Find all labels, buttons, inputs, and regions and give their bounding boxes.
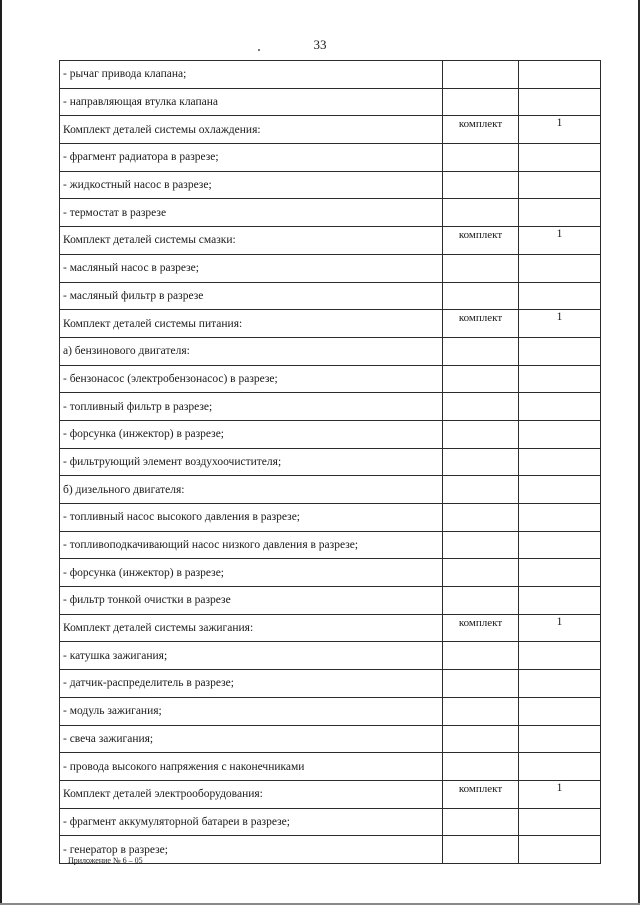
item-name-cell: - масляный фильтр в разрезе bbox=[60, 282, 443, 310]
table-row bbox=[60, 420, 601, 448]
item-name-cell: - рычаг привода клапана; bbox=[60, 61, 443, 89]
item-name-cell: Комплект деталей электрооборудования: bbox=[60, 780, 443, 808]
quantity-cell bbox=[519, 504, 601, 532]
quantity-cell bbox=[519, 531, 601, 559]
table-row bbox=[60, 725, 601, 753]
table-row bbox=[60, 254, 601, 282]
unit-cell: комплект bbox=[443, 780, 519, 808]
quantity-cell bbox=[519, 836, 601, 864]
unit-cell bbox=[443, 697, 519, 725]
item-name-cell: - термостат в разрезе bbox=[60, 199, 443, 227]
item-name-cell: - бензонасос (электробензонасос) в разрезе; bbox=[60, 365, 443, 393]
quantity-cell: 1 bbox=[519, 310, 601, 338]
quantity-cell bbox=[519, 642, 601, 670]
unit-cell bbox=[443, 504, 519, 532]
table-row bbox=[60, 614, 601, 642]
table-row bbox=[60, 448, 601, 476]
item-name-cell: Комплект деталей системы смазки: bbox=[60, 227, 443, 255]
table-row bbox=[60, 116, 601, 144]
quantity-cell bbox=[519, 199, 601, 227]
quantity-cell bbox=[519, 587, 601, 615]
table-row bbox=[60, 808, 601, 836]
item-name-cell: - фильтр тонкой очистки в разрезе bbox=[60, 587, 443, 615]
table-row bbox=[60, 199, 601, 227]
quantity-cell bbox=[519, 365, 601, 393]
equipment-table bbox=[59, 60, 601, 864]
page-number: 33 bbox=[313, 37, 327, 52]
table-row bbox=[60, 504, 601, 532]
unit-cell bbox=[443, 808, 519, 836]
unit-cell bbox=[443, 753, 519, 781]
table-row bbox=[60, 559, 601, 587]
unit-cell bbox=[443, 144, 519, 172]
unit-cell bbox=[443, 88, 519, 116]
table-row bbox=[60, 531, 601, 559]
item-name-cell: Комплект деталей системы зажигания: bbox=[60, 614, 443, 642]
unit-cell bbox=[443, 642, 519, 670]
item-name-cell: - свеча зажигания; bbox=[60, 725, 443, 753]
unit-cell bbox=[443, 559, 519, 587]
quantity-cell bbox=[519, 697, 601, 725]
unit-cell bbox=[443, 365, 519, 393]
quantity-cell bbox=[519, 254, 601, 282]
item-name-cell: - фильтрующий элемент воздухоочистителя; bbox=[60, 448, 443, 476]
item-name-cell: - жидкостный насос в разрезе; bbox=[60, 171, 443, 199]
quantity-cell: 1 bbox=[519, 227, 601, 255]
quantity-cell bbox=[519, 144, 601, 172]
table-row bbox=[60, 780, 601, 808]
unit-cell bbox=[443, 254, 519, 282]
unit-cell: комплект bbox=[443, 614, 519, 642]
table-row bbox=[60, 61, 601, 89]
unit-cell: комплект bbox=[443, 310, 519, 338]
item-name-cell: б) дизельного двигателя: bbox=[60, 476, 443, 504]
unit-cell bbox=[443, 282, 519, 310]
quantity-cell: 1 bbox=[519, 614, 601, 642]
unit-cell bbox=[443, 393, 519, 421]
quantity-cell: 1 bbox=[519, 116, 601, 144]
quantity-cell bbox=[519, 88, 601, 116]
quantity-cell bbox=[519, 670, 601, 698]
item-name-cell: - форсунка (инжектор) в разрезе; bbox=[60, 559, 443, 587]
quantity-cell bbox=[519, 337, 601, 365]
table-row bbox=[60, 337, 601, 365]
item-name-cell: - топливоподкачивающий насос низкого давления в разрезе; bbox=[60, 531, 443, 559]
quantity-cell bbox=[519, 448, 601, 476]
quantity-cell bbox=[519, 559, 601, 587]
unit-cell bbox=[443, 199, 519, 227]
table-row bbox=[60, 227, 601, 255]
unit-cell bbox=[443, 420, 519, 448]
equipment-table-body bbox=[60, 61, 601, 864]
quantity-cell bbox=[519, 393, 601, 421]
quantity-cell bbox=[519, 171, 601, 199]
scan-speck bbox=[258, 49, 260, 51]
unit-cell bbox=[443, 61, 519, 89]
item-name-cell: - топливный насос высокого давления в разрезе; bbox=[60, 504, 443, 532]
table-row bbox=[60, 476, 601, 504]
quantity-cell bbox=[519, 282, 601, 310]
item-name-cell: - провода высокого напряжения с наконечниками bbox=[60, 753, 443, 781]
item-name-cell: - направляющая втулка клапана bbox=[60, 88, 443, 116]
item-name-cell: - катушка зажигания; bbox=[60, 642, 443, 670]
item-name-cell: - масляный насос в разрезе; bbox=[60, 254, 443, 282]
quantity-cell bbox=[519, 808, 601, 836]
quantity-cell bbox=[519, 753, 601, 781]
quantity-cell: 1 bbox=[519, 780, 601, 808]
table-row bbox=[60, 365, 601, 393]
unit-cell bbox=[443, 337, 519, 365]
unit-cell bbox=[443, 476, 519, 504]
table-row bbox=[60, 670, 601, 698]
table-row bbox=[60, 144, 601, 172]
scan-left-edge bbox=[0, 0, 2, 905]
item-name-cell: - форсунка (инжектор) в разрезе; bbox=[60, 420, 443, 448]
unit-cell bbox=[443, 725, 519, 753]
table-row bbox=[60, 171, 601, 199]
item-name-cell: - топливный фильтр в разрезе; bbox=[60, 393, 443, 421]
table-row bbox=[60, 393, 601, 421]
unit-cell bbox=[443, 171, 519, 199]
item-name-cell: - фрагмент радиатора в разрезе; bbox=[60, 144, 443, 172]
table-row bbox=[60, 88, 601, 116]
table-row bbox=[60, 310, 601, 338]
unit-cell bbox=[443, 587, 519, 615]
table-row bbox=[60, 587, 601, 615]
quantity-cell bbox=[519, 725, 601, 753]
unit-cell bbox=[443, 448, 519, 476]
unit-cell bbox=[443, 531, 519, 559]
quantity-cell bbox=[519, 420, 601, 448]
item-name-cell: - генератор в разрезе; bbox=[60, 836, 443, 864]
unit-cell bbox=[443, 670, 519, 698]
item-name-cell: Комплект деталей системы питания: bbox=[60, 310, 443, 338]
unit-cell: комплект bbox=[443, 227, 519, 255]
quantity-cell bbox=[519, 476, 601, 504]
table-row bbox=[60, 282, 601, 310]
quantity-cell bbox=[519, 61, 601, 89]
unit-cell: комплект bbox=[443, 116, 519, 144]
item-name-cell: - модуль зажигания; bbox=[60, 697, 443, 725]
footer-appendix-label: Приложение № 6 – 05 bbox=[68, 856, 143, 865]
item-name-cell: а) бензинового двигателя: bbox=[60, 337, 443, 365]
item-name-cell: Комплект деталей системы охлаждения: bbox=[60, 116, 443, 144]
table-row bbox=[60, 697, 601, 725]
unit-cell bbox=[443, 836, 519, 864]
item-name-cell: - фрагмент аккумуляторной батареи в разрезе; bbox=[60, 808, 443, 836]
item-name-cell: - датчик-распределитель в разрезе; bbox=[60, 670, 443, 698]
table-row bbox=[60, 753, 601, 781]
table-row bbox=[60, 642, 601, 670]
